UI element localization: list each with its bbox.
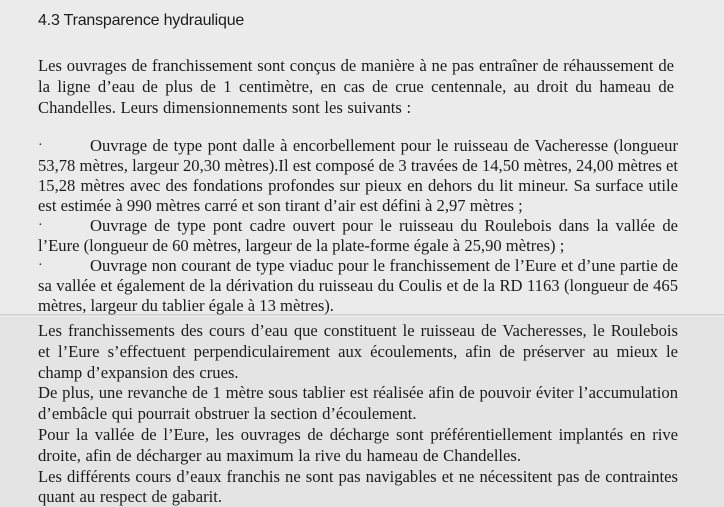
list-item-text: Ouvrage non courant de type viaduc pour le franchissement de l’Eure et d’une partie de sa vallée et également de la dérivation du ruisseau du Coulis et de la RD 1163 (longueur de 465 mètres, largeur du tablier égale à 13 mètres). [38,256,678,315]
list-item-text: Ouvrage de type pont dalle à encorbellement pour le ruisseau de Vacheresse (longueur 53,78 mètres, largeur 20,30 mètres).Il est composé de 3 travées de 14,50 mètres, 24,00 mètres et 15,28 mètres avec des fondations profondes sur pieux en dehors du lit mineur. Sa surface utile est estimée à 990 mètres carré et son tirant d’air est défini à 2,97 mètres ; [38,136,678,215]
intro-paragraph: Les ouvrages de franchissement sont conçus de manière à ne pas entraîner de réhaussement de la ligne d’eau de plus de 1 centimètre, en cas de crue centennale, au droit du hameau de Chandelles. Leurs dimensionnements sont les suivants : [38,56,674,117]
paragraph: Les différents cours d’eaux franchis ne sont pas navigables et ne nécessitent pas de contraintes quant au respect de gabarit. [38,466,678,507]
bullet-marker: · [38,218,43,233]
section-heading: 4.3 Transparence hydraulique [38,12,245,29]
list-item [38,216,678,256]
structures-list [38,136,678,316]
conclusion-text [38,321,678,507]
paragraph: De plus, une revanche de 1 mètre sous tablier est réalisée afin de pouvoir éviter l’accumulation d’embâcle qui pourrait obstruer la section d’écoulement. [38,383,678,424]
bullet-marker: · [38,138,43,153]
list-item-text: Ouvrage de type pont cadre ouvert pour le ruisseau du Roulebois dans la vallée de l’Eure (longueur de 60 mètres, largeur de la plate-forme égale à 25,90 mètres) ; [38,216,678,255]
list-item [38,256,678,316]
bullet-marker: · [38,258,43,273]
list-item [38,136,678,216]
paragraph: Les franchissements des cours d’eau que constituent le ruisseau de Vacheresses, le Roulebois et l’Eure s’effectuent perpendiculairement aux écoulements, afin de préserver au mieux le champ d’expansion des crues. [38,321,678,382]
paragraph: Pour la vallée de l’Eure, les ouvrages de décharge sont préférentiellement implantés en rive droite, afin de décharger au maximum la rive du hameau de Chandelles. [38,424,678,465]
